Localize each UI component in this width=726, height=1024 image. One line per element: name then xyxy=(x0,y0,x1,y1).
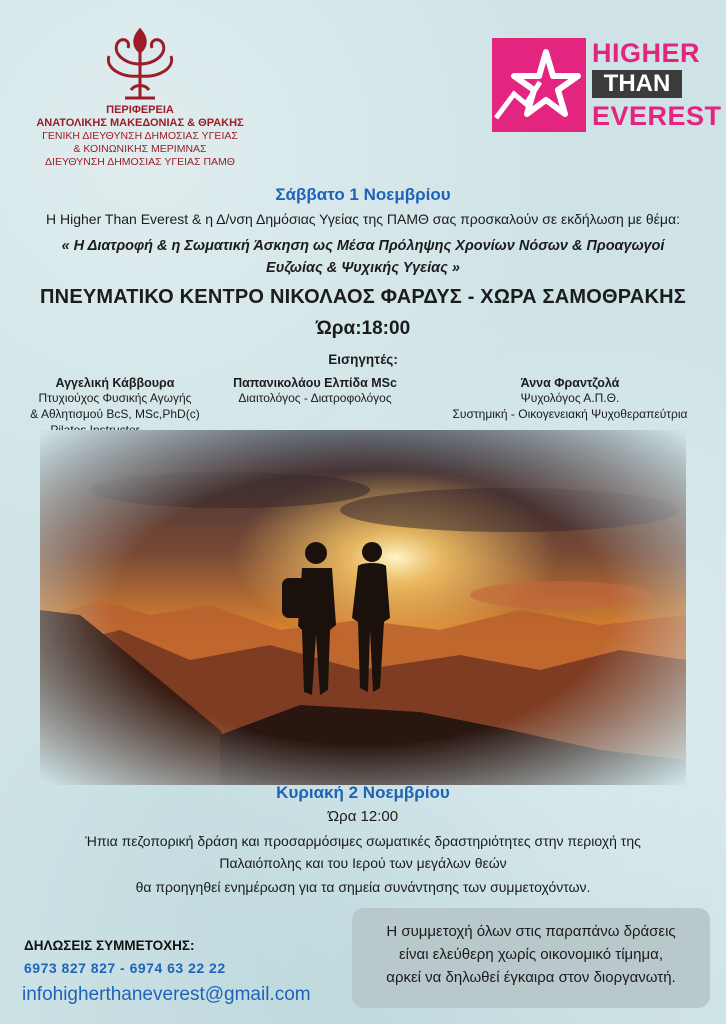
registration-phones[interactable]: 6973 827 827 - 6974 63 22 22 xyxy=(24,960,226,976)
region-logo xyxy=(30,24,250,169)
free-note-line1: Η συμμετοχή όλων στις παραπάνω δράσεις xyxy=(386,923,676,940)
speaker-name: Άννα Φραντζολά xyxy=(520,376,620,390)
registration-title: ΔΗΛΩΣΕΙΣ ΣΥΜΜΕΤΟΧΗΣ: xyxy=(24,938,195,953)
speaker-detail: Ψυχολόγος Α.Π.Θ. xyxy=(520,391,620,405)
day2-line3: θα προηγηθεί ενημέρωση για τα σημεία συνάντησης των συμμετοχόντων. xyxy=(135,879,591,895)
day2-time: Ώρα 12:00 xyxy=(327,808,399,825)
day1-time: Ώρα:18:00 xyxy=(315,318,411,339)
free-note-line2: είναι ελεύθερη χωρίς οικονομικό τίμημα, xyxy=(399,946,663,963)
speakers-title: Εισηγητές: xyxy=(328,352,398,367)
speaker-detail: Συστημική - Οικογενειακή Ψυχοθεραπεύτρια xyxy=(452,407,688,421)
day1-date: Σάββατο 1 Νοεμβρίου xyxy=(275,185,451,204)
speaker-card-1 xyxy=(10,376,220,438)
hte-logo xyxy=(492,38,722,132)
region-line-2: ΑΝΑΤΟΛΙΚΗΣ ΜΑΚΕΔΟΝΙΑΣ & ΘΡΑΚΗΣ xyxy=(36,117,244,129)
day1-theme-line1: « Η Διατροφή & η Σωματική Άσκηση ως Μέσα Πρόληψης Χρονίων Νόσων & Προαγωγοί xyxy=(61,238,665,254)
speaker-detail: & Αθλητισμού BcS, MSc,PhD(c) xyxy=(30,407,200,421)
speaker-name: Αγγελική Κάββουρα xyxy=(55,376,175,390)
free-note-line3: αρκεί να δηλωθεί έγκαιρα στον διοργανωτή. xyxy=(386,969,676,986)
free-participation-note xyxy=(352,908,710,1008)
registration-email-link[interactable]: infohigherthaneverest@gmail.com xyxy=(22,984,311,1005)
day2-line1: Ήπια πεζοπορική δράση και προσαρμόσιμες σωματικές δραστηριότητες στην περιοχή της xyxy=(85,833,641,849)
speaker-card-2 xyxy=(210,376,420,406)
day1-venue: ΠΝΕΥΜΑΤΙΚΟ ΚΕΝΤΡΟ ΝΙΚΟΛΑΟΣ ΦΑΡΔΥΣ - ΧΩΡΑ ΣΑΜΟΘΡΑΚΗΣ xyxy=(40,286,686,308)
speaker-detail: Πτυχιούχος Φυσικής Αγωγής xyxy=(38,391,192,405)
star-icon xyxy=(492,38,586,132)
region-line-1: ΠΕΡΙΦΕΡΕΙΑ xyxy=(106,104,174,116)
region-line-5: ΔΙΕΥΘΥΝΣΗ ΔΗΜΟΣΙΑΣ ΥΓΕΙΑΣ ΠΑΜΘ xyxy=(45,156,235,168)
day2-line2: Παλαιόπολης και του Ιερού των μεγάλων θεών xyxy=(219,855,507,871)
hte-word-everest: EVEREST xyxy=(592,101,722,131)
region-emblem-icon xyxy=(95,24,185,104)
region-line-4: & ΚΟΙΝΩΝΙΚΗΣ ΜΕΡΙΜΝΑΣ xyxy=(73,143,207,155)
day2-date: Κυριακή 2 Νοεμβρίου xyxy=(276,783,450,802)
hte-word-higher: HIGHER xyxy=(592,38,701,68)
day1-theme-line2: Ευζωίας & Ψυχικής Υγείας » xyxy=(266,260,460,276)
speaker-card-3 xyxy=(430,376,710,422)
speaker-name: Παπανικολάου Ελπίδα MSc xyxy=(233,376,397,390)
sunset-couple-photo xyxy=(40,430,686,785)
day1-intro: Η Higher Than Everest & η Δ/νση Δημόσιας Υγείας της ΠΑΜΘ σας προσκαλούν σε εκδήλωση με θέμα: xyxy=(46,211,680,227)
region-line-3: ΓΕΝΙΚΗ ΔΙΕΥΘΥΝΣΗ ΔΗΜΟΣΙΑΣ ΥΓΕΙΑΣ xyxy=(42,130,238,142)
hte-word-than: THAN xyxy=(592,70,682,98)
speaker-detail: Διαιτολόγος - Διατροφολόγος xyxy=(238,391,392,405)
